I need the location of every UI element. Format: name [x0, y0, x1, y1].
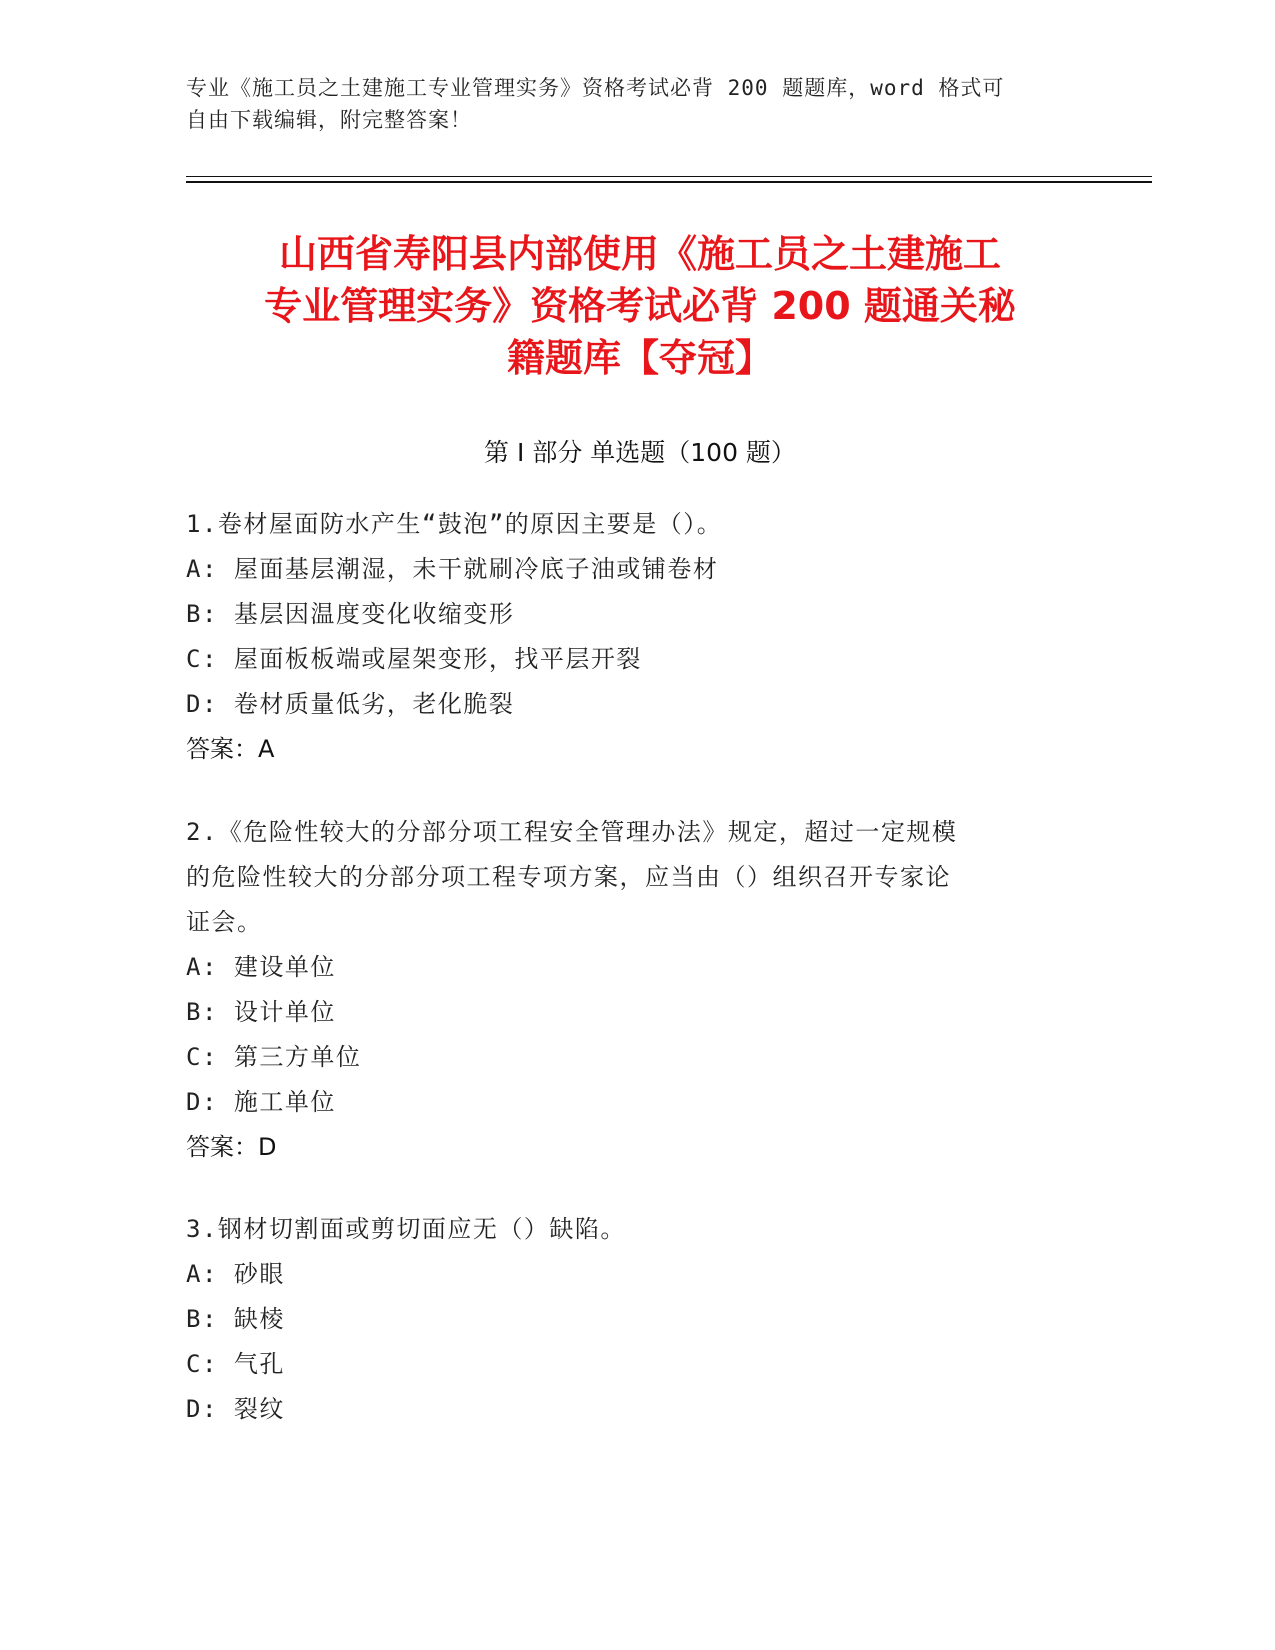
question-1	[186, 502, 1066, 772]
question-1-stem	[186, 502, 1066, 547]
question-2-answer: 答案：D	[186, 1133, 277, 1161]
header-divider-thin	[186, 176, 1152, 177]
question-1-option-c: C: 屋面板板端或屋架变形，找平层开裂	[186, 645, 642, 673]
question-2-stem-line-1: 2.《危险性较大的分部分项工程安全管理办法》规定，超过一定规模	[186, 818, 958, 846]
document-title-line-2: 专业管理实务》资格考试必背 200 题通关秘	[264, 284, 1016, 328]
header-note	[186, 72, 1066, 136]
question-1-option-d: D: 卷材质量低劣，老化脆裂	[186, 690, 515, 718]
question-2-stem-line-3: 证会。	[186, 908, 263, 936]
question-1-answer: 答案：A	[186, 735, 275, 763]
header-note-line-2: 自由下载编辑，附完整答案！	[186, 108, 472, 132]
question-2	[186, 810, 1066, 1170]
document-title-line-3: 籍题库【夺冠】	[506, 336, 773, 380]
document-title-line-1: 山西省寿阳县内部使用《施工员之土建施工	[278, 232, 1001, 276]
question-2-stem-line-2: 的危险性较大的分部分项工程专项方案，应当由（）组织召开专家论	[186, 863, 951, 891]
header-note-line-1: 专业《施工员之土建施工专业管理实务》资格考试必背 200 题题库，word 格式可	[186, 76, 1005, 100]
question-3-option-c: C: 气孔	[186, 1350, 285, 1378]
question-2-option-b: B: 设计单位	[186, 998, 336, 1026]
question-2-option-d: D: 施工单位	[186, 1088, 336, 1116]
question-3-stem	[186, 1207, 1066, 1252]
section-title: 第 I 部分 单选题（100 题）	[484, 438, 796, 467]
header-divider-thick	[186, 181, 1152, 183]
question-3-option-d: D: 裂纹	[186, 1395, 285, 1423]
question-2-option-c: C: 第三方单位	[186, 1043, 362, 1071]
question-3-option-b: B: 缺棱	[186, 1305, 285, 1333]
question-2-option-a: A: 建设单位	[186, 953, 336, 981]
question-2-stem	[186, 810, 1066, 945]
question-3-stem-line-1: 3.钢材切割面或剪切面应无（）缺陷。	[186, 1215, 626, 1243]
question-3-option-a: A: 砂眼	[186, 1260, 285, 1288]
document-title	[160, 228, 1120, 384]
question-1-stem-line-1: 1.卷材屋面防水产生“鼓泡”的原因主要是（）。	[186, 510, 723, 538]
question-1-option-a: A: 屋面基层潮湿，未干就刷冷底子油或铺卷材	[186, 555, 719, 583]
question-1-option-b: B: 基层因温度变化收缩变形	[186, 600, 515, 628]
question-3	[186, 1207, 1066, 1432]
